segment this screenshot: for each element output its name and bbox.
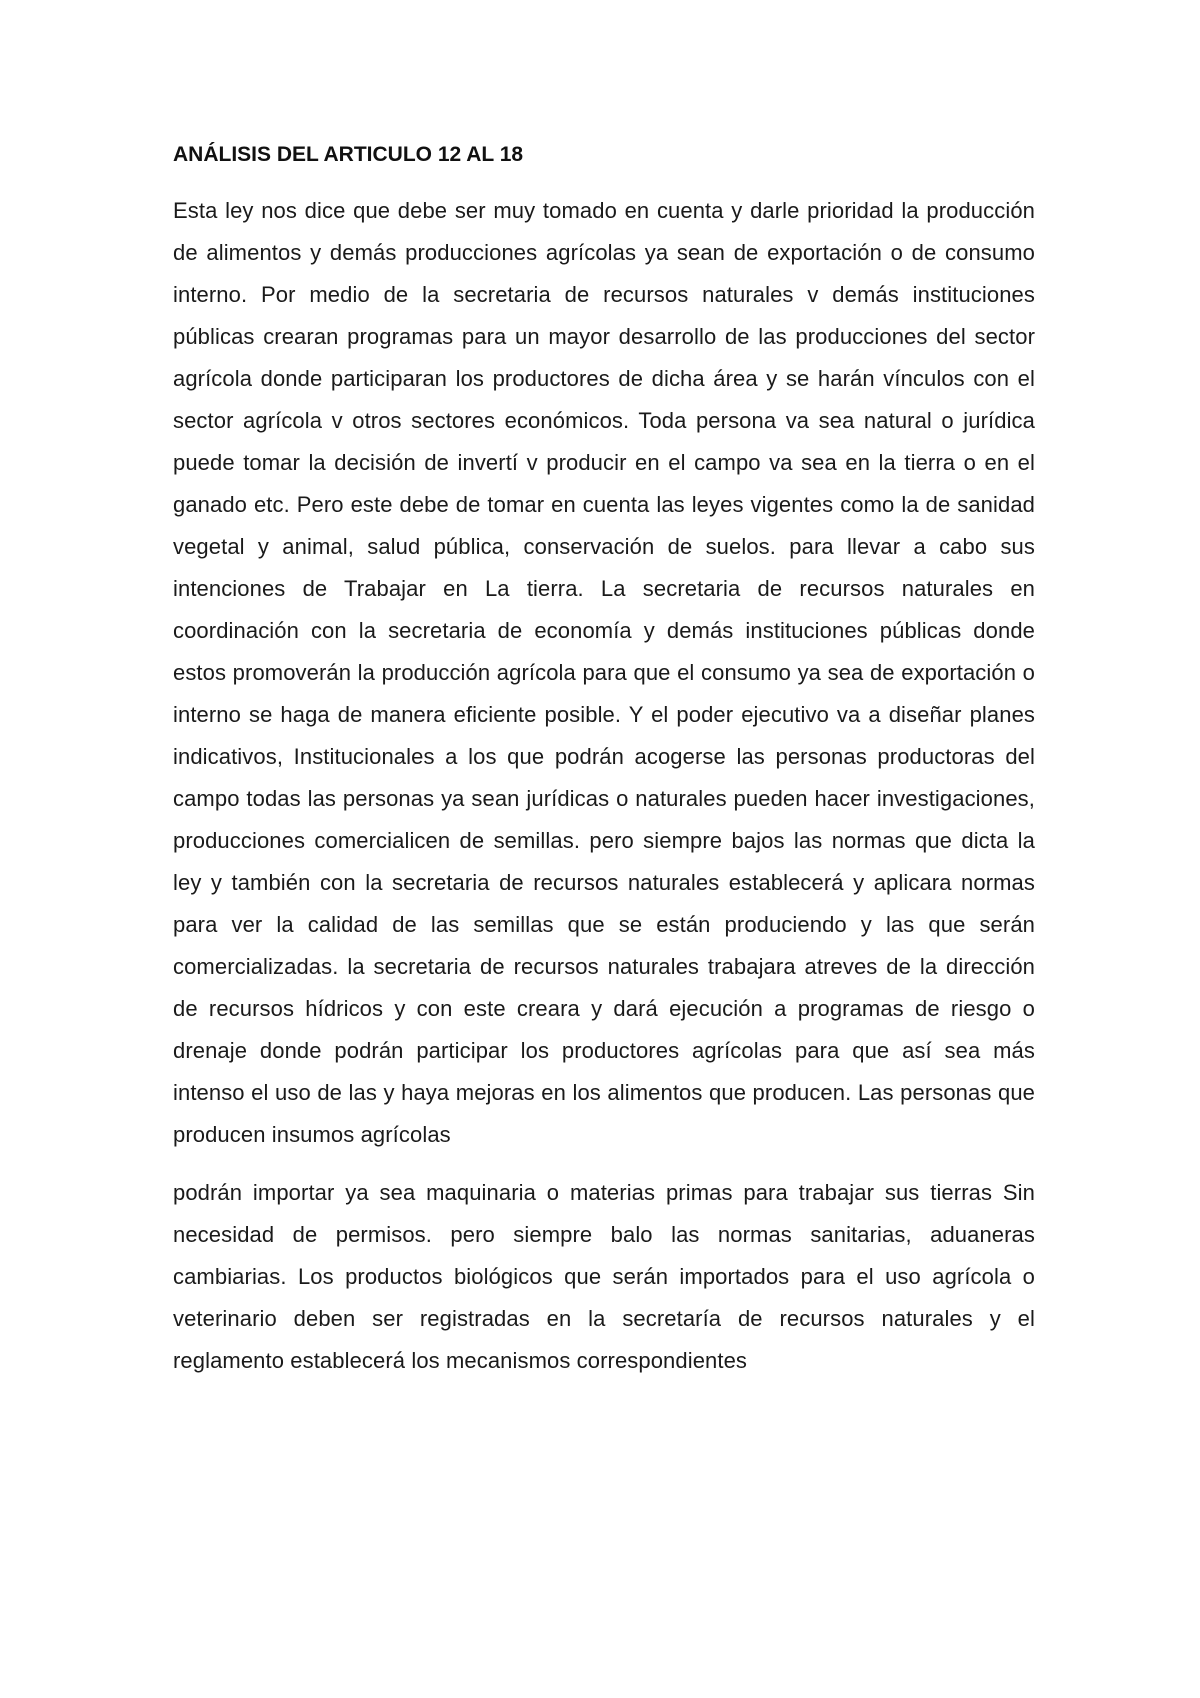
document-body: [173, 140, 1035, 1382]
paragraph-1: Esta ley nos dice que debe ser muy tomado en cuenta y darle prioridad la producción de alimentos y demás producciones agrícolas ya sean de exportación o de consumo interno. Por medio de la secretaria de recursos naturales v demás instituciones públicas crearan programas para un mayor desarrollo de las producciones del sector agrícola donde participaran los productores de dicha área y se harán vínculos con el sector agrícola v otros sectores económicos. Toda persona va sea natural o jurídica puede tomar la decisión de invertí v producir en el campo va sea en la tierra o en el ganado etc. Pero este debe de tomar en cuenta las leyes vigentes como la de sanidad vegetal y animal, salud pública, conservación de suelos. para llevar a cabo sus intenciones de Trabajar en La tierra. La secretaria de recursos naturales en coordinación con la secretaria de economía y demás instituciones públicas donde estos promoverán la producción agrícola para que el consumo ya sea de exportación o interno se haga de manera eficiente posible. Y el poder ejecutivo va a diseñar planes indicativos, Institucionales a los que podrán acogerse las personas productoras del campo todas las personas ya sean jurídicas o naturales pueden hacer investigaciones, producciones comercialicen de semillas. pero siempre bajos las normas que dicta la ley y también con la secretaria de recursos naturales establecerá y aplicara normas para ver la calidad de las semillas que se están produciendo y las que serán comercializadas. la secretaria de recursos naturales trabajara atreves de la dirección de recursos hídricos y con este creara y dará ejecución a programas de riesgo o drenaje donde podrán participar los productores agrícolas para que así sea más intenso el uso de las y haya mejoras en los alimentos que producen. Las personas que producen insumos agrícolas: [173, 198, 1035, 1147]
paragraph-2: podrán importar ya sea maquinaria o materias primas para trabajar sus tierras Sin necesidad de permisos. pero siempre balo las normas sanitarias, aduaneras cambiarias. Los productos biológicos que serán importados para el uso agrícola o veterinario deben ser registradas en la secretaría de recursos naturales y el reglamento establecerá los mecanismos correspondientes: [173, 1180, 1035, 1373]
document-title: ANÁLISIS DEL ARTICULO 12 AL 18: [173, 143, 524, 166]
